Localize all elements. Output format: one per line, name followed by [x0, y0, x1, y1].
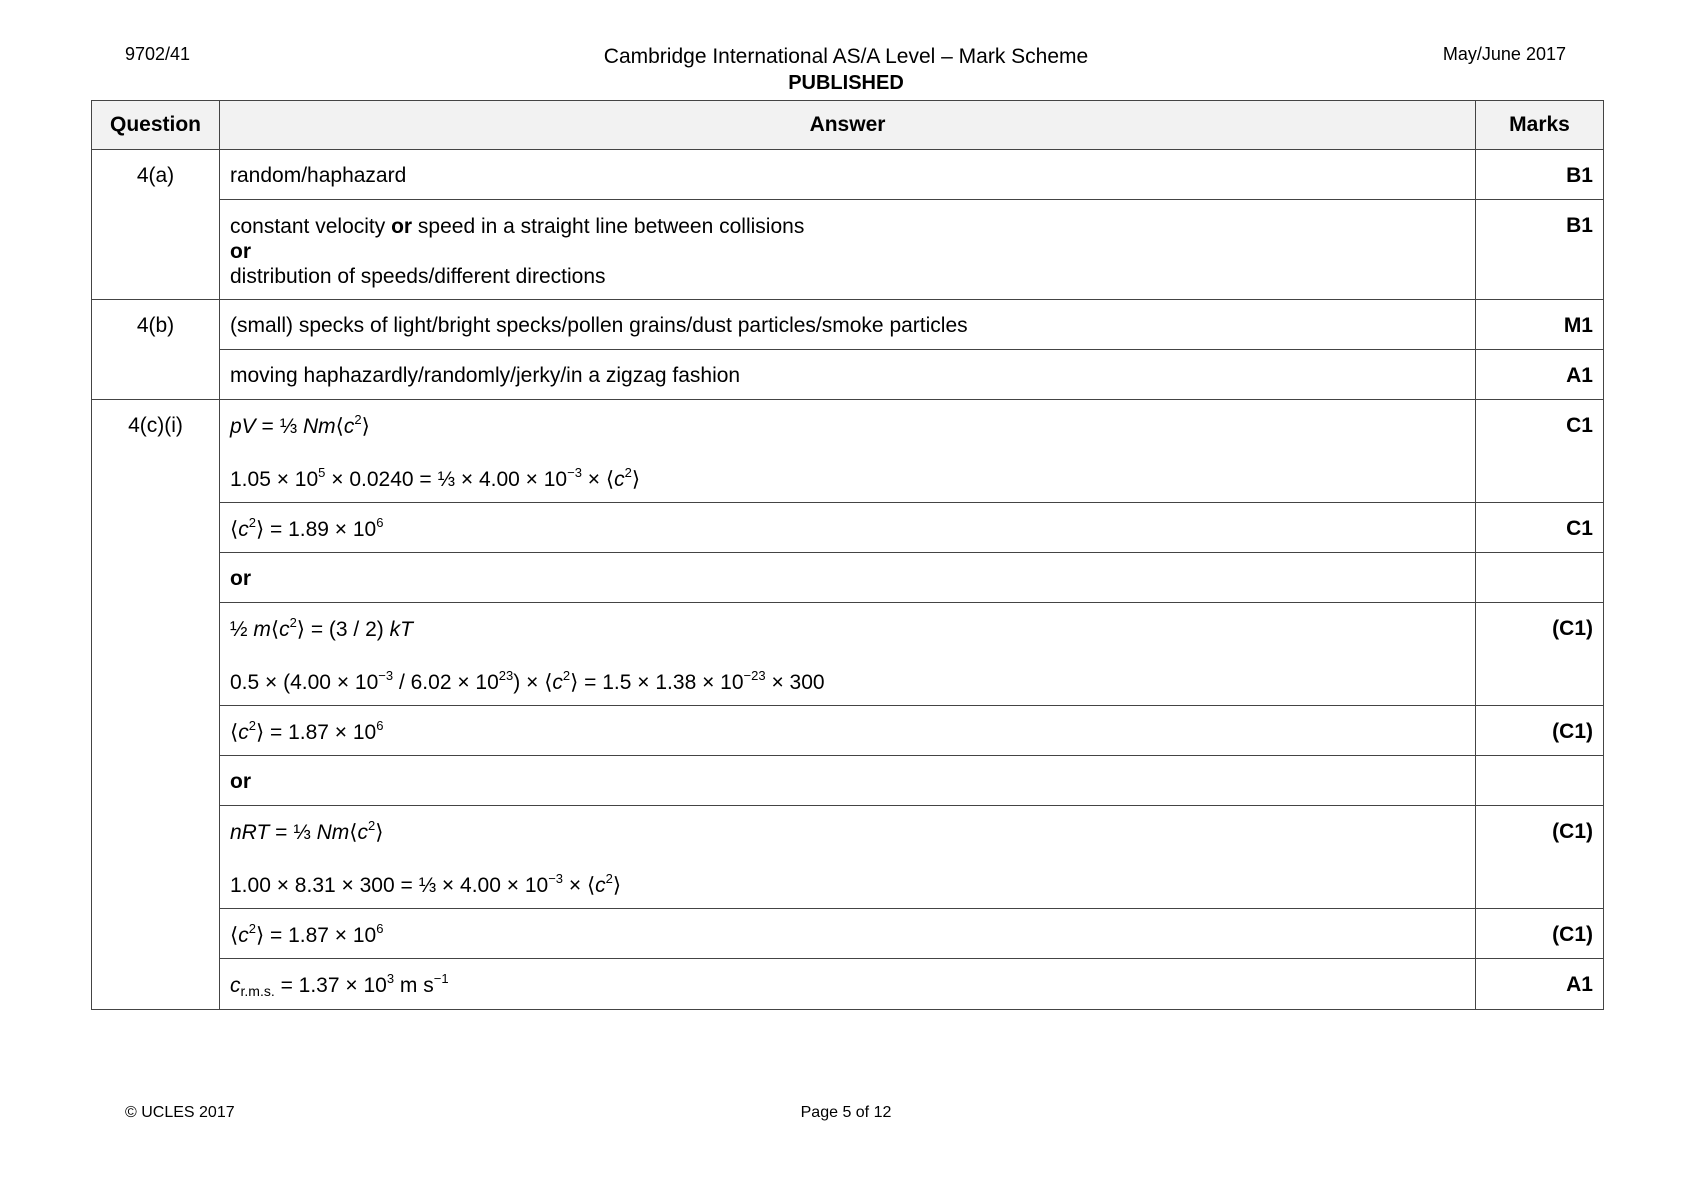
- table-row: [92, 150, 1604, 200]
- equation: pV = ⅓ $Nm⟨c^2⟩$: [230, 412, 370, 438]
- equation: $⟨c^2⟩ = 1.87 \times 10^6$: [230, 921, 384, 947]
- equation: 1.00 × 8.31 × 300 = ⅓ × $4.00 \times 10^{-3}$ × $⟨c^2⟩$: [230, 871, 622, 897]
- table-row: [92, 806, 1604, 909]
- answer-cell: [220, 350, 1476, 400]
- equation: nRT = ⅓ $Nm⟨c^2⟩$: [230, 818, 384, 844]
- answer-header: Answer: [220, 101, 1476, 150]
- equation: ½ $m⟨c^2⟩ = (3 / 2)$ kT: [230, 615, 413, 641]
- answer-text: random/haphazard: [230, 164, 407, 187]
- question-label: 4(b): [92, 300, 220, 400]
- mark-scheme-table: [91, 100, 1604, 1010]
- copyright: © UCLES 2017: [125, 1104, 235, 1121]
- answer-text: distribution of speeds/different directions: [230, 265, 606, 288]
- answer-cell: [220, 503, 1476, 553]
- table-row: [92, 756, 1604, 806]
- mark-cell: M1: [1476, 300, 1604, 350]
- mark-cell: A1: [1476, 959, 1604, 1010]
- answer-cell: [220, 200, 1476, 300]
- table-row: [92, 350, 1604, 400]
- mark-cell: (C1): [1476, 706, 1604, 756]
- mark-cell: [1476, 756, 1604, 806]
- question-label: 4(c)(i): [92, 400, 220, 1010]
- answer-cell: [220, 706, 1476, 756]
- paper-code: 9702/41: [125, 44, 191, 64]
- table-row: [92, 959, 1604, 1010]
- marks-header: Marks: [1476, 101, 1604, 150]
- table-row: [92, 553, 1604, 603]
- equation: $⟨c^2⟩ = 1.87 \times 10^6$: [230, 718, 384, 744]
- answer-cell: [220, 603, 1476, 706]
- mark-cell: (C1): [1476, 909, 1604, 959]
- answer-cell: [220, 806, 1476, 909]
- or-keyword: or: [391, 215, 413, 238]
- question-header: Question: [92, 101, 220, 150]
- mark-cell: C1: [1476, 400, 1604, 503]
- table-row: [92, 909, 1604, 959]
- or-keyword: or: [220, 756, 1476, 806]
- table-row: [92, 603, 1604, 706]
- header-title: Cambridge International AS/A Level – Mark Scheme: [603, 45, 1089, 68]
- mark-cell: B1: [1476, 200, 1604, 300]
- mark-cell: A1: [1476, 350, 1604, 400]
- answer-cell: [220, 909, 1476, 959]
- answer-text: (small) specks of light/bright specks/pollen grains/dust particles/smoke particles: [230, 314, 968, 337]
- question-label: 4(a): [92, 150, 220, 300]
- equation: $0.5 \times (4.00 \times 10^{-3} / 6.02 \times 10^{23})$ × $⟨c^2⟩ = 1.5 \times 1.38 \times 10^{-23} \times 300$: [230, 668, 825, 694]
- mark-cell: (C1): [1476, 603, 1604, 706]
- mark-cell: [1476, 553, 1604, 603]
- page-number: Page 5 of 12: [800, 1104, 892, 1121]
- equation: $⟨c^2⟩ = 1.89 \times 10^6$: [230, 515, 384, 541]
- table-header-row: [92, 101, 1604, 150]
- answer-text: moving haphazardly/randomly/jerky/in a zigzag fashion: [230, 364, 741, 387]
- answer-cell: [220, 300, 1476, 350]
- equation: $1.05 \times 10^5 \times 0.0240$ = ⅓ × $4.00 \times 10^{-3}$ × $⟨c^2⟩$: [230, 465, 641, 491]
- table-row: [92, 400, 1604, 503]
- table-row: [92, 706, 1604, 756]
- exam-session: May/June 2017: [1442, 44, 1566, 64]
- page-header: [0, 44, 1684, 96]
- answer-cell: [220, 150, 1476, 200]
- mark-cell: B1: [1476, 150, 1604, 200]
- or-keyword: or: [220, 553, 1476, 603]
- mark-cell: C1: [1476, 503, 1604, 553]
- or-keyword: or: [230, 240, 251, 263]
- answer-text: constant velocity: [230, 215, 392, 238]
- table-row: [92, 300, 1604, 350]
- answer-cell: [220, 959, 1476, 1010]
- table-row: [92, 503, 1604, 553]
- answer-text: speed in a straight line between collisions: [412, 215, 805, 238]
- equation: $c_{r.m.s.} = 1.37 \times 10^3$ m $s^{-1}$: [230, 971, 449, 999]
- header-subtitle: PUBLISHED: [788, 72, 904, 94]
- mark-cell: (C1): [1476, 806, 1604, 909]
- table-row: [92, 200, 1604, 300]
- answer-cell: [220, 400, 1476, 503]
